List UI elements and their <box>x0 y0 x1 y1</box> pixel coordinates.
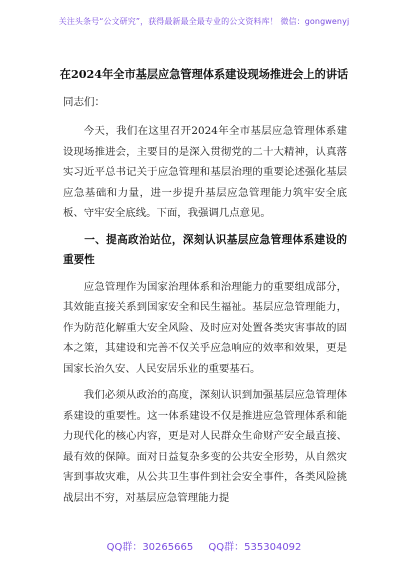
section-heading-1: 一、提高政治站位，深刻认识基层应急管理体系建设的重要性 <box>63 233 347 266</box>
section1-paragraph-1: 应急管理作为国家治理体系和治理能力的重要组成部分，其效能直接关系到国家安全和民生福祉。基层应急管理能力，作为防范化解重大安全风险、及时应对处置各类灾害事故的固本之策，其建设和完善不仅关乎应急响应的效率和效果，更是国家长治久安、人民安居乐业的重要基石。 <box>63 280 347 375</box>
salutation: 同志们： <box>63 96 105 108</box>
document-body <box>63 121 347 508</box>
intro-paragraph: 今天，我们在这里召开2024年全市基层应急管理体系建设现场推进会，主要目的是深入贯彻党的二十大精神，认真落实习近平总书记关于应急管理和基层治理的重要论述强化基层应急基础和力量，进一步提升基层应急管理能力筑牢安全底板、守牢安全底线。下面，我强调几点意见。 <box>63 125 347 219</box>
document-title: 在2024年全市基层应急管理体系建设现场推进会上的讲话 <box>59 67 349 81</box>
footer-contacts <box>0 538 408 553</box>
footer-qq-group-2: QQ群：535304092 <box>208 542 302 553</box>
promo-banner: 关注头条号“公文研究”，获得最新最全最专业的公文资料库！ 微信：gongwenyj <box>58 17 350 26</box>
section1-paragraph-2: 我们必须从政治的高度，深刻认识到加强基层应急管理体系建设的重要性。这一体系建设不仅是推进应急管理体系和能力现代化的核心内容，更是对人民群众生命财产安全最直接、最有效的保障。面对日益复杂多变的公共安全形势，从自然灾害到事故灾难，从公共卫生事件到社会安全事件，各类风险挑战层出不穷，对基层应急管理能力提 <box>63 389 347 504</box>
footer-qq-group-1: QQ群：30265665 <box>106 542 194 553</box>
